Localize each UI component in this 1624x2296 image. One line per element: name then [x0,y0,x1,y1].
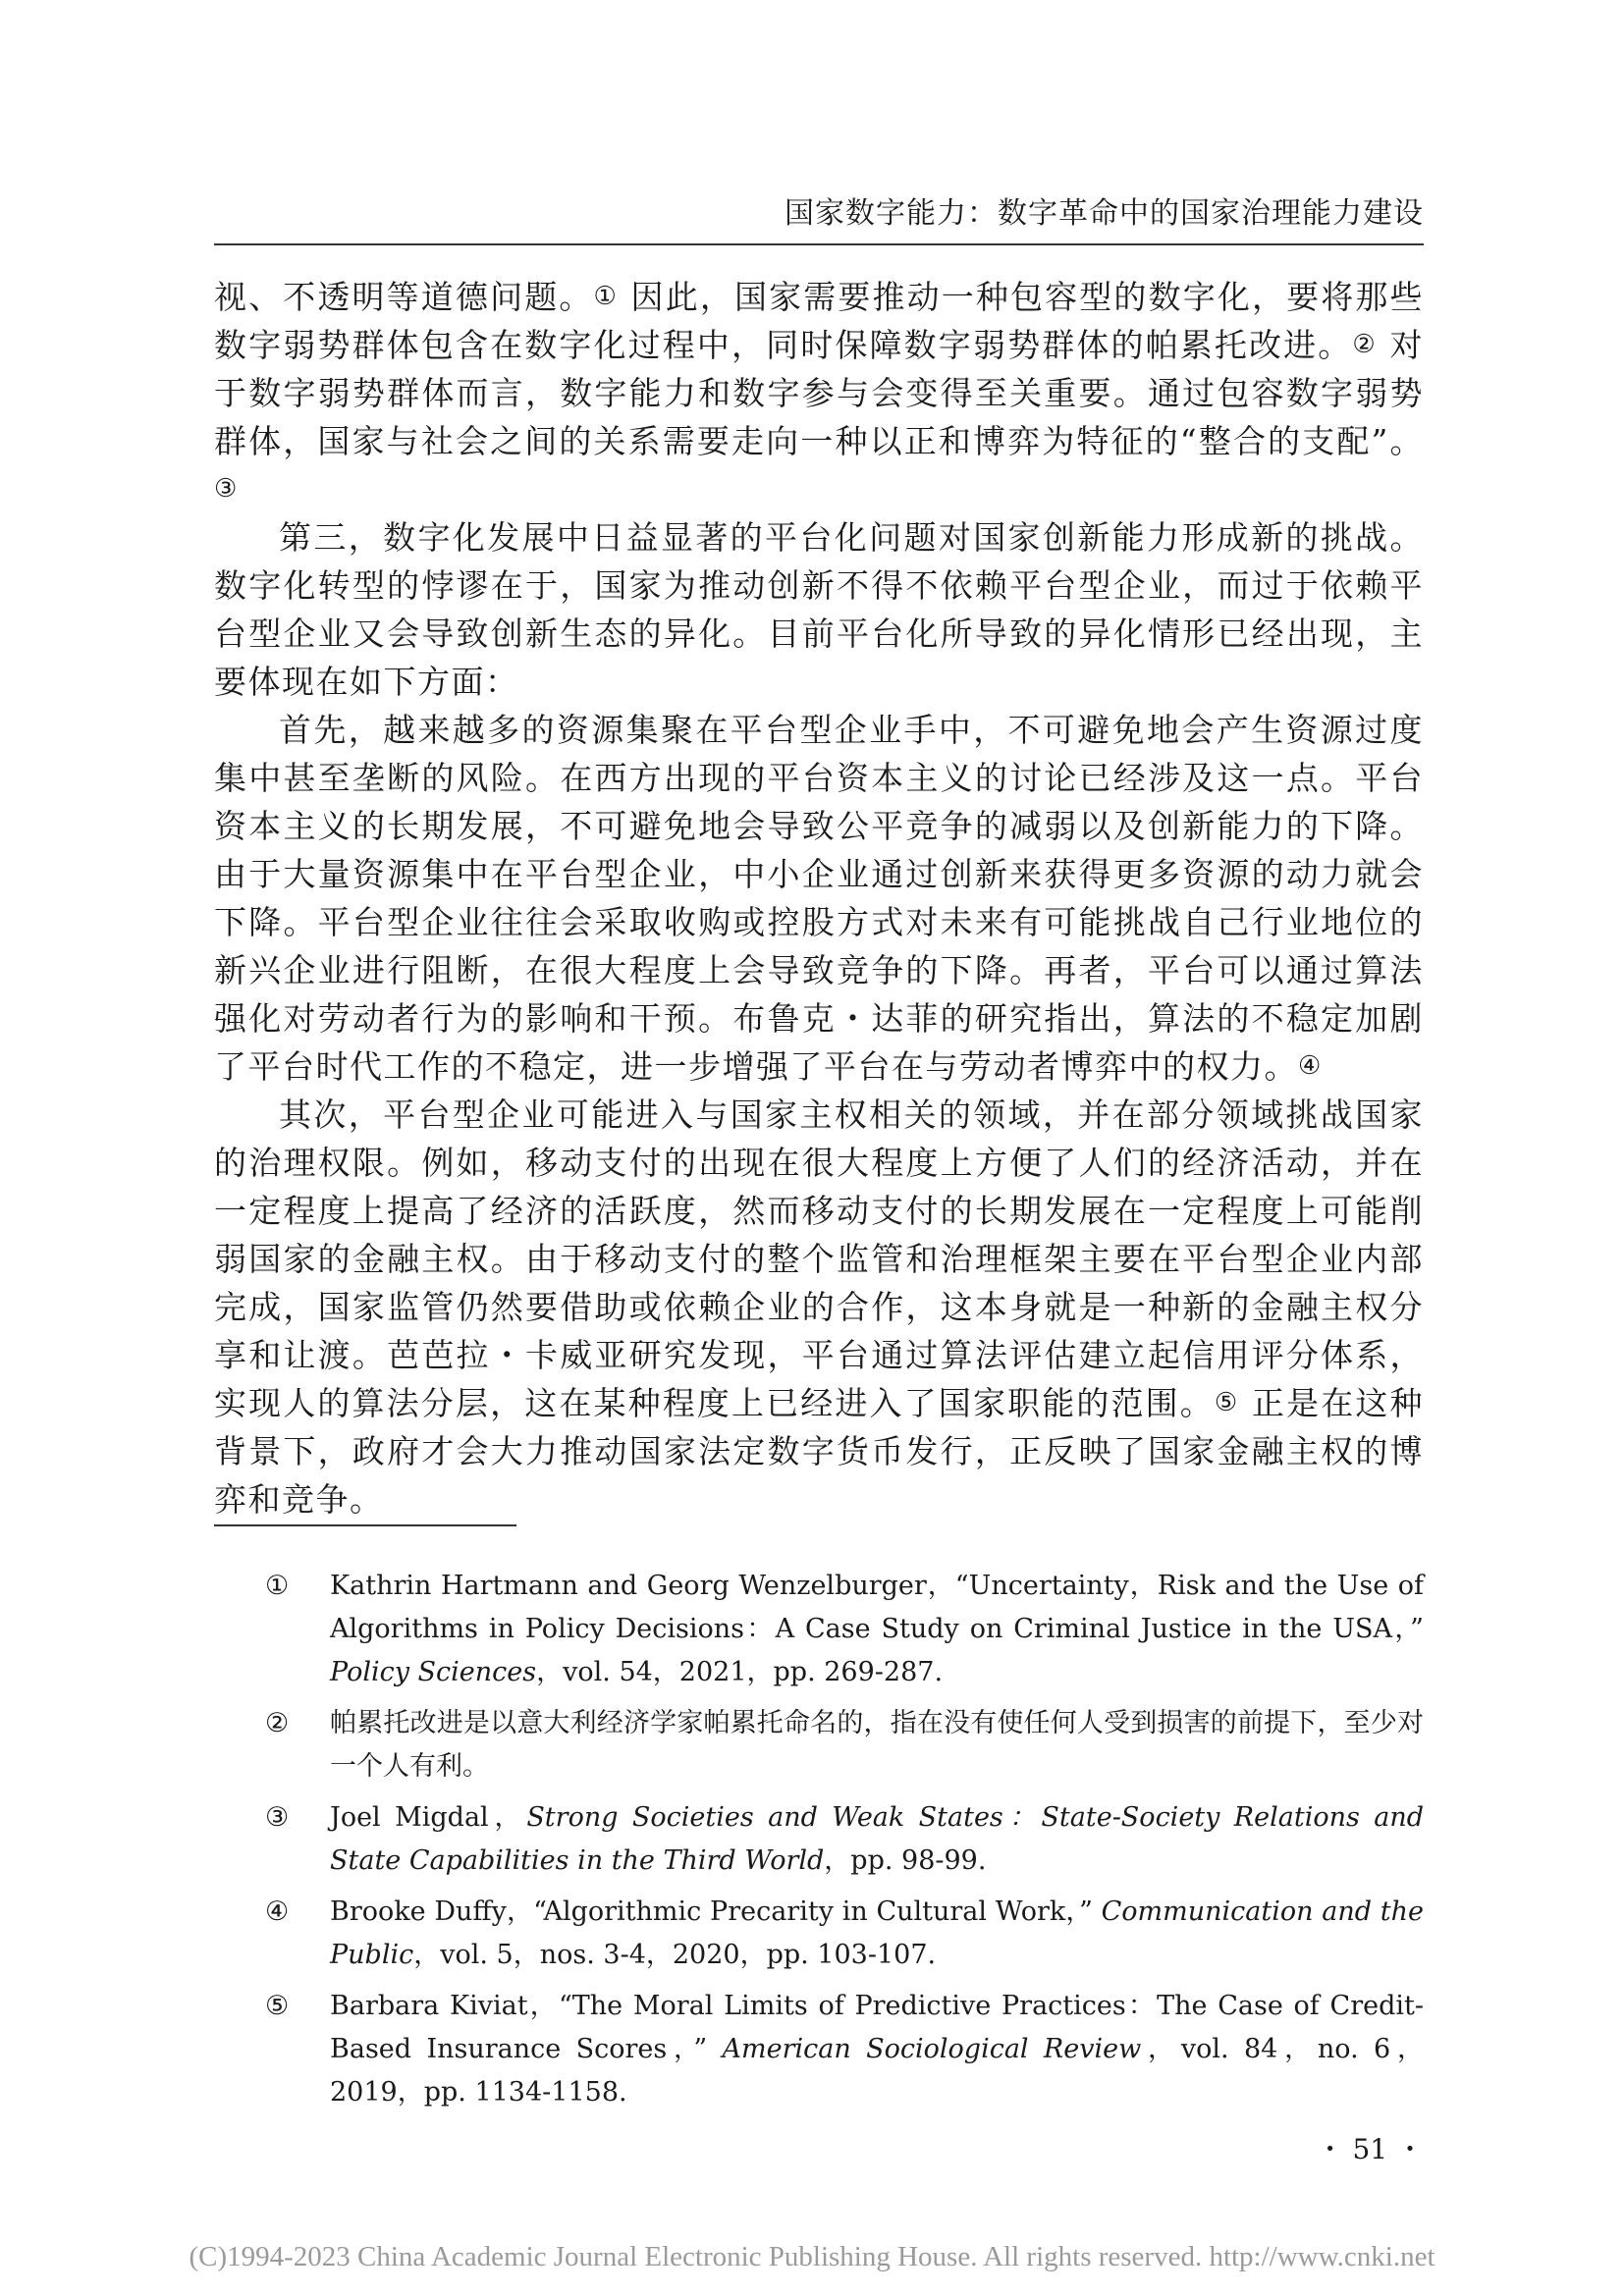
footnote-journal: Communication and the Public [330,1896,1424,1970]
footnote-details: ，vol. 84，no. 6，2019，pp. 1134-1158. [330,2034,1425,2108]
copyright-watermark: (C)1994-2023 China Academic Journal Electronic Publishing House. All rights reserved. http://www.cnki.net [189,2241,1435,2272]
footnote-text: Kathrin Hartmann and Georg Wenzelburger，“Uncertainty，Risk and the Use of Algorithms in Policy Decisions：A Case Study on Criminal Justice in the USA，” [330,1571,1424,1644]
footnote-number: ⑤ [265,1991,290,2021]
paragraph-2-text: 第三，数字化发展中日益显著的平台化问题对国家创新能力形成新的挑战。数字化转型的悖谬在于，国家为推动创新不得不依赖平台型企业，而过于依赖平台型企业又会导致创新生态的异化。目前平台化所导致的异化情形已经出现，主要体现在如下方面： [214,518,1424,701]
paragraph-1-text-c: 对于数字弱势群体而言，数字能力和数字参与会变得至关重要。通过包容数字弱势群体，国家与社会之间的关系需要走向一种以正和博弈为特征的“整合的支配”。 [214,326,1424,460]
footnote-1 [265,1565,1424,1694]
footnote-rule [214,1524,516,1526]
paragraph-1-text-a: 视、不透明等道德问题。 [214,278,594,316]
footnotes [265,1565,1424,2122]
paragraph-2 [214,513,1424,706]
paragraph-1-text-b: 因此，国家需要推动一种包容型的数字化，要将那些数字弱势群体包含在数字化过程中，同时保障数字弱势群体的帕累托改进。 [214,278,1425,364]
paragraph-3 [214,706,1424,1091]
footnote-details: ，vol. 54，2021，pp. 269-287. [536,1657,944,1687]
footnote-marker-3[interactable]: ③ [214,474,239,504]
paragraph-3-text: 首先，越来越多的资源集聚在平台型企业手中，不可避免地会产生资源过度集中甚至垄断的风险。在西方出现的平台资本主义的讨论已经涉及这一点。平台资本主义的长期发展，不可避免地会导致公平竞争的减弱以及创新能力的下降。由于大量资源集中在平台型企业，中小企业通过创新来获得更多资源的动力就会下降。平台型企业往往会采取收购或控股方式对未来有可能挑战自己行业地位的新兴企业进行阻断，在很大程度上会导致竞争的下降。再者，平台可以通过算法强化对劳动者行为的影响和干预。布鲁克・达菲的研究指出，算法的不稳定加剧了平台时代工作的不稳定，进一步增强了平台在与劳动者博弈中的权力。 [214,711,1424,1086]
body-text [214,273,1424,1523]
page-number: ・ 51 ・ [1316,2133,1424,2165]
footnote-text: Joel Migdal， [330,1802,527,1833]
paragraph-4-text-b: 正是在这种背景下，政府才会大力推动国家法定数字货币发行，正反映了国家金融主权的博弈和竞争。 [214,1384,1425,1519]
footnote-text: Barbara Kiviat，“The Moral Limits of Predictive Practices：The Case of Credit-Based Insurance Scores，” [330,1991,1424,2064]
paragraph-4 [214,1091,1424,1523]
footnote-number: ② [265,1708,290,1738]
footnote-marker-4[interactable]: ④ [1298,1051,1323,1081]
footnote-details: ，vol. 5，nos. 3-4，2020，pp. 103-107. [413,1940,937,1970]
footnote-number: ③ [265,1802,290,1833]
footnote-journal: American Sociological Review [722,2034,1142,2064]
paragraph-4-text-a: 其次，平台型企业可能进入与国家主权相关的领域，并在部分领域挑战国家的治理权限。例如，移动支付的出现在很大程度上方便了人们的经济活动，并在一定程度上提高了经济的活跃度，然而移动支付的长期发展在一定程度上可能削弱国家的金融主权。由于移动支付的整个监管和治理框架主要在平台型企业内部完成，国家监管仍然要借助或依赖企业的合作，这本身就是一种新的金融主权分享和让渡。芭芭拉・卡威亚研究发现，平台通过算法评估建立起信用评分体系，实现人的算法分层，这在某种程度上已经进入了国家职能的范围。 [214,1095,1424,1422]
footnote-text: 帕累托改进是以意大利经济学家帕累托命名的，指在没有使任何人受到损害的前提下，至少对一个人有利。 [330,1708,1424,1782]
paragraph-1 [214,273,1424,513]
footnote-3 [265,1796,1424,1883]
footnote-number: ① [265,1571,290,1601]
footnote-number: ④ [265,1896,290,1927]
header-rule [214,243,1424,245]
footnote-4 [265,1891,1424,1977]
footnote-5 [265,1985,1424,2114]
footnote-2 [265,1702,1424,1789]
footnote-marker-1[interactable]: ① [593,282,619,311]
footnote-journal: Policy Sciences [330,1657,537,1687]
footnote-text: Brooke Duffy，“Algorithmic Precarity in Cultural Work，” [330,1896,1102,1927]
footnote-book-title: Strong Societies and Weak States：State-Society Relations and State Capabilities in the Third World [330,1802,1424,1876]
footnote-marker-2[interactable]: ② [1352,330,1378,359]
running-header: 国家数字能力：数字革命中的国家治理能力建设 [785,196,1424,231]
footnote-details: ，pp. 98-99. [824,1845,987,1876]
footnote-marker-5[interactable]: ⑤ [1214,1388,1240,1417]
